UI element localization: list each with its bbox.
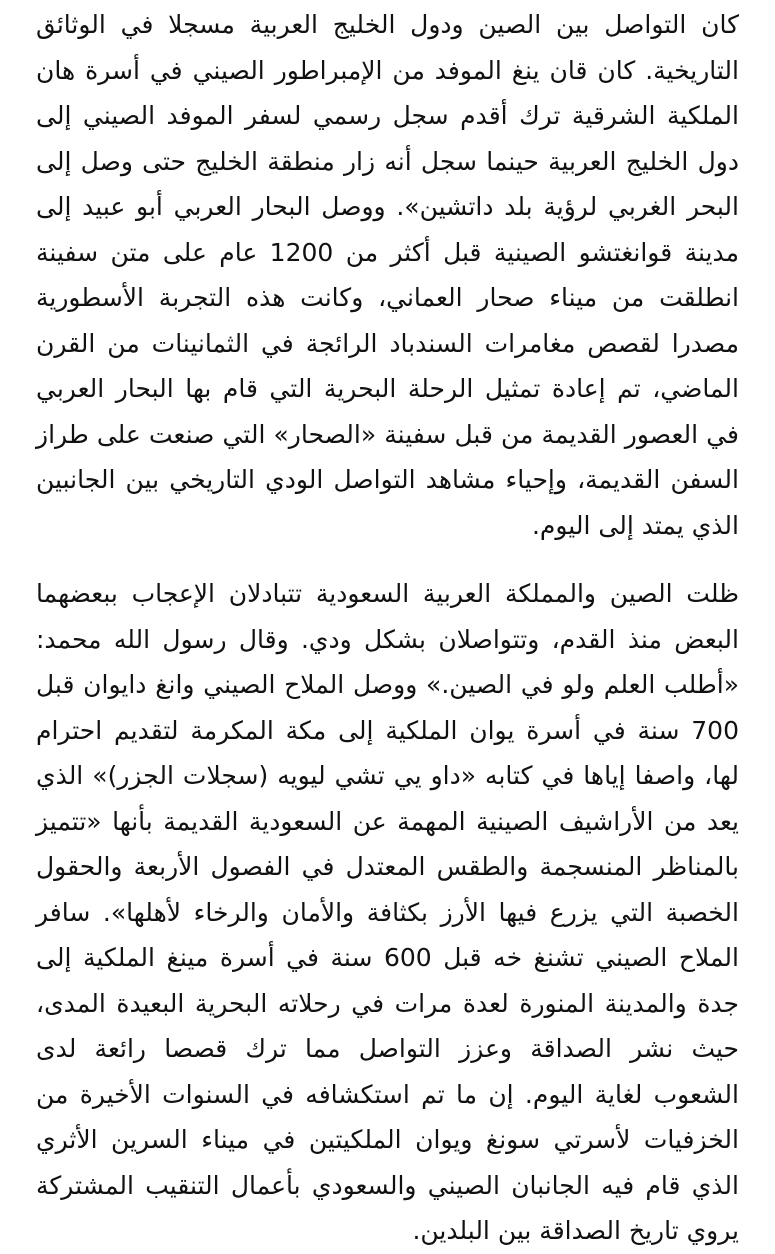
paragraph-historical-contact: كان التواصل بين الصين ودول الخليج العربية مسجلا في الوثائق التاريخية. كان قان ينغ الموفد من الإمبراطور الصيني في أسرة هان الملكية الشرقية ترك أقدم سجل رسمي لسفر الموفد الصيني إلى دول الخليج العربية حينما سجل أنه زار منطقة الخليج حتى وصل إلى البحر الغربي لرؤية بلد داتشين». ووصل البحار العربي أبو عبيد إلى مدينة قوانغتشو الصينية قبل أكثر من 1200 عام على متن سفينة انطلقت من ميناء صحار العماني، وكانت هذه التجربة الأسطورية مصدرا لقصص مغامرات السندباد الرائجة في الثمانينات من القرن الماضي، تم إعادة تمثيل الرحلة البحرية التي قام بها البحار العربي في العصور القديمة من قبل سفينة «الصحار» التي صنعت على طراز السفن القديمة، وإحياء مشاهد التواصل الودي التاريخي بين الجانبين الذي يمتد إلى اليوم. <box>36 10 739 540</box>
article-body <box>36 2 739 1254</box>
paragraph-china-saudi-relations: ظلت الصين والمملكة العربية السعودية تتبادلان الإعجاب ببعضهما البعض منذ القدم، وتتواصلان بشكل ودي. وقال رسول الله محمد: «أطلب العلم ولو في الصين.» ووصل الملاح الصيني وانغ دايوان قبل 700 سنة في أسرة يوان الملكية إلى مكة المكرمة لتقديم احترام لها، واصفا إياها في كتابه «داو يي تشي ليويه (سجلات الجزر)» الذي يعد من الأراشيف الصينية المهمة عن السعودية القديمة بأنها «تتميز بالمناظر المنسجمة والطقس المعتدل في الفصول الأربعة والحقول الخصبة التي يزرع فيها الأرز بكثافة والأمان والرخاء لأهلها». سافر الملاح الصيني تشنغ خه قبل 600 سنة في أسرة مينغ الملكية إلى جدة والمدينة المنورة لعدة مرات في رحلاته البحرية البعيدة المدى، حيث نشر الصداقة وعزز التواصل مما ترك قصصا رائعة لدى الشعوب لغاية اليوم. إن ما تم استكشافه في السنوات الأخيرة من الخزفيات لأسرتي سونغ ويوان الملكيتين في ميناء السرين الأثري الذي قام فيه الجانبان الصيني والسعودي بأعمال التنقيب المشتركة يروي تاريخ الصداقة بين البلدين. <box>36 579 739 1245</box>
